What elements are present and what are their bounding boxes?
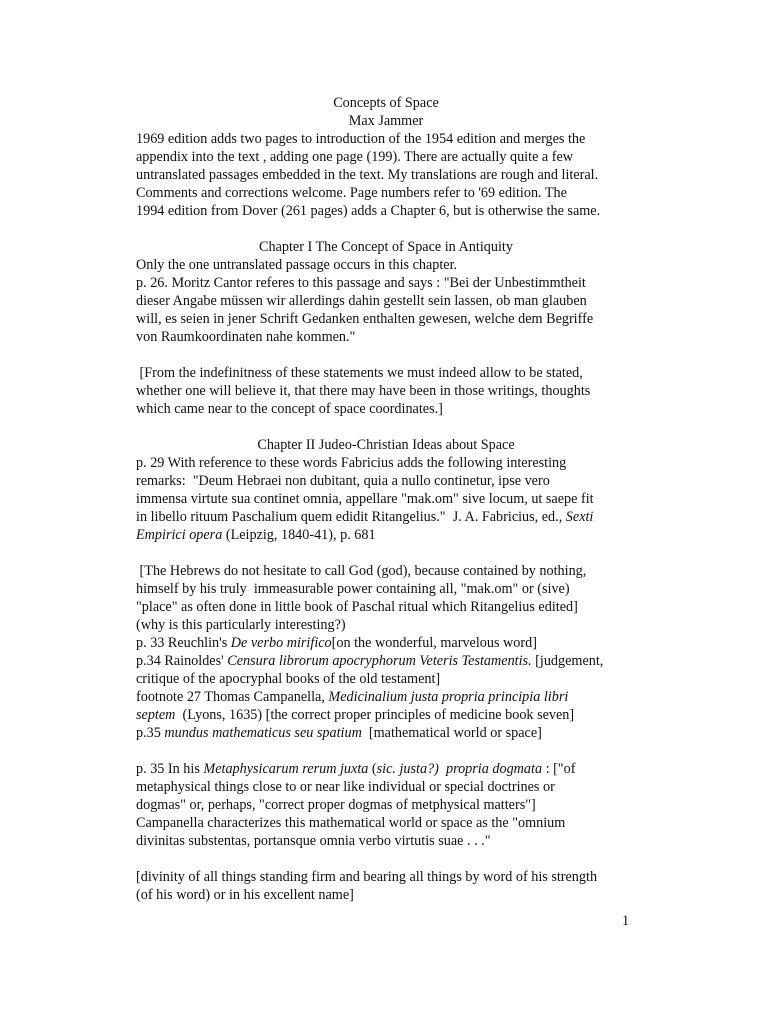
p35b-line: metaphysical things close to or near like individual or special doctrines or bbox=[136, 779, 555, 795]
p29-text: in libello rituum Paschalium quem edidit Ritangelius." J. A. Fabricius, ed., bbox=[136, 509, 566, 525]
final-translation: (of his word) or in his excellent name] bbox=[136, 887, 354, 903]
chapter-2-translation: "place" as often done in little book of Paschal ritual which Ritangelius edited] bbox=[136, 599, 578, 615]
intro-line: 1994 edition from Dover (261 pages) adds a Chapter 6, but is otherwise the same. bbox=[136, 203, 601, 219]
spacer bbox=[136, 742, 636, 760]
p33-text: p. 33 Reuchlin's bbox=[136, 635, 231, 651]
p33-line bbox=[136, 634, 636, 652]
chapter-2-heading: Chapter II Judeo-Christian Ideas about Space bbox=[257, 437, 515, 453]
chapter-1-heading: Chapter I The Concept of Space in Antiquity bbox=[259, 239, 513, 255]
p35a-text: p.35 bbox=[136, 725, 165, 741]
spacer bbox=[136, 418, 636, 436]
intro-line: untranslated passages embedded in the text. My translations are rough and literal. bbox=[136, 167, 599, 183]
p33-italic-title: De verbo mirifico bbox=[230, 635, 332, 651]
p35a-text: [mathematical world or space] bbox=[361, 725, 542, 741]
p35b-line: divinitas substentas, portansque omnia verbo virtutis suae . . ." bbox=[136, 833, 491, 849]
chapter-1-line: Only the one untranslated passage occurs in this chapter. bbox=[136, 257, 458, 273]
p29-line: immensa virtute sua continet omnia, appellare "mak.om" sive locum, ut saepe fit bbox=[136, 491, 594, 507]
document-author: Max Jammer bbox=[348, 113, 424, 129]
chapter-2-translation: [The Hebrews do not hesitate to call God (god), because contained by nothing, bbox=[136, 563, 587, 579]
chapter-1-line: von Raumkoordinaten nahe kommen." bbox=[136, 329, 356, 345]
spacer bbox=[136, 850, 636, 868]
p35b-italic-title: sic. justa?) propria dogmata bbox=[376, 761, 543, 777]
chapter-1-line: p. 26. Moritz Cantor referes to this passage and says : "Bei der Unbestimmtheit bbox=[136, 275, 586, 291]
intro-line: Comments and corrections welcome. Page numbers refer to '69 edition. The bbox=[136, 185, 567, 201]
intro-line: appendix into the text , adding one page (199). There are actually quite a few bbox=[136, 149, 574, 165]
intro-line: 1969 edition adds two pages to introduction of the 1954 edition and merges the bbox=[136, 131, 586, 147]
p35b-text: : ["of bbox=[542, 761, 576, 777]
p34-line bbox=[136, 652, 636, 670]
p29-line bbox=[136, 508, 636, 526]
page-body bbox=[136, 94, 636, 904]
p29-italic-title: Sexti bbox=[565, 509, 594, 525]
p35b-line: dogmas" or, perhaps, "correct proper dogmas of metphysical matters"] bbox=[136, 797, 536, 813]
p35b-line: Campanella characterizes this mathematical world or space as the "omnium bbox=[136, 815, 566, 831]
chapter-2-translation: (why is this particularly interesting?) bbox=[136, 617, 346, 633]
spacer bbox=[136, 544, 636, 562]
p35b-italic-title: Metaphysicarum rerum juxta bbox=[203, 761, 369, 777]
page-number: 1 bbox=[622, 913, 630, 929]
chapter-1-line: dieser Angabe müssen wir allerdings dahin gestellt sein lassen, ob man glauben bbox=[136, 293, 587, 309]
p29-text: (Leipzig, 1840-41), p. 681 bbox=[222, 527, 376, 543]
p34-line: critique of the apocryphal books of the old testament] bbox=[136, 671, 441, 687]
p34-text: [judgement, bbox=[531, 653, 604, 669]
chapter-1-line: will, es seien in jener Schrift Gedanken enthalten gewesen, welche dem Begriffe bbox=[136, 311, 594, 327]
chapter-1-translation: which came near to the concept of space coordinates.] bbox=[136, 401, 443, 417]
p33-text: [on the wonderful, marvelous word] bbox=[331, 635, 537, 651]
p35b-text: ( bbox=[368, 761, 377, 777]
p34-text: p.34 Rainoldes' bbox=[136, 653, 228, 669]
chapter-2-translation: himself by his truly immeasurable power containing all, "mak.om" or (sive) bbox=[136, 581, 570, 597]
p35b-line bbox=[136, 760, 636, 778]
chapter-1-translation: whether one will believe it, that there may have been in those writings, thoughts bbox=[136, 383, 591, 399]
p29-line: p. 29 With reference to these words Fabricius adds the following interesting bbox=[136, 455, 567, 471]
footnote-27-line bbox=[136, 706, 636, 724]
p35a-italic-title: mundus mathematicus seu spatium bbox=[164, 725, 362, 741]
p34-italic-title: Censura librorum apocryphorum Veteris Testamentis. bbox=[227, 653, 532, 669]
p35b-text: p. 35 In his bbox=[136, 761, 204, 777]
spacer bbox=[136, 346, 636, 364]
footnote-27-line bbox=[136, 688, 636, 706]
footnote-27-text: (Lyons, 1635) [the correct proper principles of medicine book seven] bbox=[175, 707, 575, 723]
final-translation: [divinity of all things standing firm and bearing all things by word of his strength bbox=[136, 869, 598, 885]
spacer bbox=[136, 220, 636, 238]
chapter-1-translation: [From the indefinitness of these statements we must indeed allow to be stated, bbox=[136, 365, 583, 381]
p35a-line bbox=[136, 724, 636, 742]
p29-line: remarks: "Deum Hebraei non dubitant, quia a nullo continetur, ipse vero bbox=[136, 473, 550, 489]
footnote-27-text: footnote 27 Thomas Campanella, bbox=[136, 689, 329, 705]
footnote-27-italic-title: septem bbox=[136, 707, 176, 723]
p29-italic-title: Empirici opera bbox=[136, 527, 223, 543]
footnote-27-italic-title: Medicinalium justa propria principia libri bbox=[328, 689, 569, 705]
document-title: Concepts of Space bbox=[333, 95, 439, 111]
p29-line bbox=[136, 526, 636, 544]
